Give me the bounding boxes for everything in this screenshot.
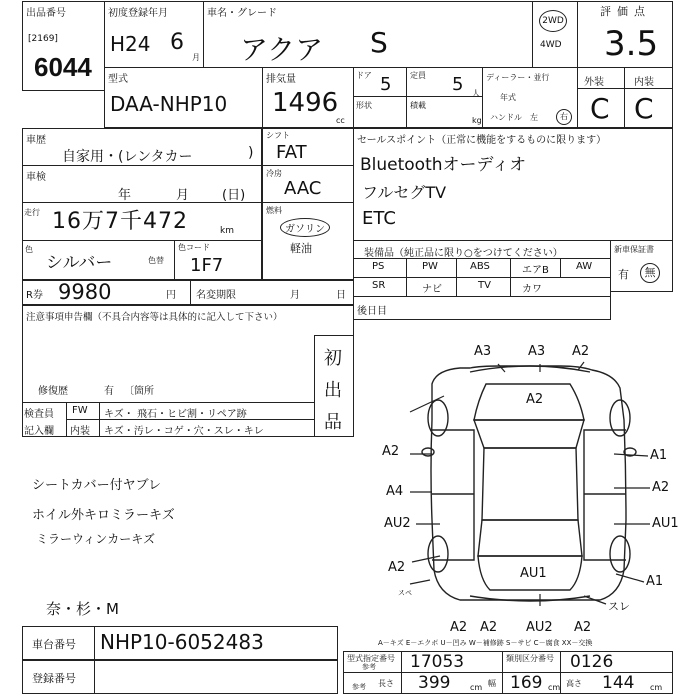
category-label: 類別区分番号 xyxy=(506,654,554,663)
equip-abs: ABS xyxy=(470,261,490,272)
initial-char-1: 初 xyxy=(324,348,342,369)
mark-front-right: A2 xyxy=(572,344,590,359)
grade-value: S xyxy=(370,26,388,59)
mark-rear-left: A2 xyxy=(480,620,498,635)
first-reg-label: 初度登録年月 xyxy=(108,8,168,19)
equipment-label: 装備品（純正品に限り○をつけてください） xyxy=(364,248,563,259)
handle-right: 右 xyxy=(556,109,572,125)
deadline-day: 日 xyxy=(336,290,346,301)
color-label: 色 xyxy=(25,245,33,254)
equip-tv: TV xyxy=(478,280,491,291)
mark-right-front-door: A2 xyxy=(652,480,670,495)
mark-left-rear-door: AU2 xyxy=(384,516,411,531)
equip-sr: SR xyxy=(372,280,386,291)
mark-front-left: A3 xyxy=(474,344,492,359)
fuel-gasoline: ガソリン xyxy=(280,218,330,237)
damage-legend: A－キズ E－エクボ U－凹み W－補修跡 S－サビ C－腐食 XX－交換 xyxy=(378,639,593,647)
category-value: 0126 xyxy=(570,652,614,672)
year-label: 年式 xyxy=(500,93,516,102)
color-code-value: 1F7 xyxy=(190,255,224,276)
fuel-diesel: 軽油 xyxy=(290,242,312,255)
mileage-unit: km xyxy=(220,226,234,236)
mark-hood: A2 xyxy=(526,392,544,407)
color-code-label: 色コード xyxy=(178,243,210,252)
selling-points-label: セールスポイント（正常に機能をするものに限ります） xyxy=(357,135,607,146)
length-unit: cm xyxy=(470,683,483,692)
mark-right-quarter: A1 xyxy=(646,574,664,589)
height-value: 144 xyxy=(602,673,635,693)
deadline-label: 名変期限 xyxy=(196,290,236,301)
fuel-label: 燃料 xyxy=(266,206,282,215)
shaken-day: (日) xyxy=(222,188,246,203)
mark-trunk: AU1 xyxy=(520,566,547,581)
inspector-note-1: シートカバー付ヤブレ xyxy=(32,478,162,493)
mark-left-front-door: A4 xyxy=(386,484,404,499)
month-unit: 月 xyxy=(192,53,200,62)
color-value: シルバー xyxy=(46,253,113,273)
model-name: アクア xyxy=(240,33,324,66)
mark-left-front-fender: A2 xyxy=(382,444,400,459)
ac-label: 冷房 xyxy=(266,169,282,178)
handle-label: ハンドル xyxy=(490,113,522,122)
inspector-note-2: ホイル外キロミラーキズ xyxy=(32,508,175,523)
lot-number: 6044 xyxy=(34,52,92,82)
length-label: 長さ xyxy=(378,679,394,688)
displacement-value: 1496 xyxy=(272,88,339,118)
registration-label: 登録番号 xyxy=(32,672,76,685)
mark-rear-center: AU2 xyxy=(526,620,553,635)
ref-label-2: 参考 xyxy=(352,683,366,691)
score-value: 3.5 xyxy=(604,24,659,64)
equip-leather: カワ xyxy=(522,284,542,295)
load-label: 積載 xyxy=(410,101,426,110)
mileage-value: 16万7千472 xyxy=(52,209,188,234)
era-value: H24 xyxy=(110,32,151,56)
recycle-yen: 円 xyxy=(166,290,176,301)
selling-point-2: フルセグTV xyxy=(362,183,447,202)
width-label: 幅 xyxy=(488,679,496,688)
drive-2wd: 2WD xyxy=(539,10,567,32)
score-label: 評価点 xyxy=(600,5,651,18)
person-unit: 人 xyxy=(472,89,480,98)
history-label: 車歴 xyxy=(26,135,46,146)
naiso-items: キズ・汚レ・コゲ・穴・スレ・キレ xyxy=(104,426,264,437)
equip-rear-seat: 後日目 xyxy=(357,306,387,317)
mileage-label: 走行 xyxy=(24,208,40,217)
kg-unit: kg xyxy=(472,116,482,125)
chassis-value: NHP10-6052483 xyxy=(100,630,264,654)
fw-items: キズ・ 飛石・ヒビ割・リペア跡 xyxy=(104,409,247,420)
shaken-label: 車検 xyxy=(26,172,46,183)
selling-point-1: Bluetoothオーディオ xyxy=(360,155,527,175)
mark-right-front-fender: A1 xyxy=(650,448,668,463)
warranty-no: 無 xyxy=(640,263,660,283)
lot-code: [2169] xyxy=(28,34,58,44)
notes-label: 注意事項申告欄（不具合内容等は具体的に記入して下さい） xyxy=(26,312,283,323)
entry-label: 記入欄 xyxy=(24,426,54,437)
repair-unit: 〔箇所 xyxy=(124,386,154,397)
lot-label: 出品番号 xyxy=(26,8,66,19)
shaken-month: 月 xyxy=(176,188,190,203)
shape-label: 形状 xyxy=(356,101,372,110)
mark-left-quarter: A2 xyxy=(388,560,406,575)
dealer-label: ディーラー・並行 xyxy=(486,73,550,82)
deadline-month: 月 xyxy=(290,290,300,301)
capacity-label: 定員 xyxy=(410,71,426,80)
check-label: 検査員 xyxy=(24,409,54,420)
initial-char-2: 出 xyxy=(324,380,342,401)
inspector-sign: 奈・杉・M xyxy=(46,600,119,618)
doors-label: ドア xyxy=(356,71,372,80)
recycle-label: R券 xyxy=(26,290,43,301)
chassis-label: 車台番号 xyxy=(32,638,76,651)
mark-front-center: A3 xyxy=(528,344,546,359)
cc-unit: cc xyxy=(336,116,345,125)
diagram-small-label: スペ xyxy=(398,589,412,597)
history-value: 自家用・(レンタカー xyxy=(62,149,193,165)
type-code: DAA-NHP10 xyxy=(110,92,228,116)
equip-aw: AW xyxy=(576,261,593,272)
history-end: ) xyxy=(248,145,254,161)
mark-rear-left-2: A2 xyxy=(450,620,468,635)
type-designation-value: 17053 xyxy=(410,652,465,672)
repair-value: 有 xyxy=(104,386,114,397)
shift-label: シフト xyxy=(266,131,290,140)
interior-label: 内装 xyxy=(634,77,654,88)
shift-value: FAT xyxy=(276,142,307,163)
width-unit: cm xyxy=(548,683,561,692)
type-label: 型式 xyxy=(108,74,128,85)
equip-navi: ナビ xyxy=(422,284,442,295)
length-value: 399 xyxy=(418,673,451,693)
ac-value: AAC xyxy=(284,178,322,199)
displacement-label: 排気量 xyxy=(266,74,296,85)
type-designation-label: 型式指定番号 xyxy=(347,654,395,663)
drive-4wd: 4WD xyxy=(540,40,562,50)
equip-airbag: エアB xyxy=(522,265,549,276)
warranty-yes: 有 xyxy=(618,268,629,281)
mark-bumper-scuff: スレ xyxy=(608,600,630,613)
exterior-grade: C xyxy=(590,92,610,125)
mark-rear-right: A2 xyxy=(574,620,592,635)
warranty-label: 新車保証書 xyxy=(614,245,654,254)
handle-left: 左 xyxy=(530,113,538,122)
month-value: 6 xyxy=(170,30,184,55)
selling-point-3: ETC xyxy=(362,208,396,229)
equip-ps: PS xyxy=(372,261,385,272)
fw-label: FW xyxy=(72,405,88,416)
mark-right-rear-door: AU1 xyxy=(652,516,679,531)
width-value: 169 xyxy=(510,673,543,693)
capacity-value: 5 xyxy=(452,74,464,95)
height-label: 高さ xyxy=(566,679,582,688)
recycle-value: 9980 xyxy=(58,280,112,304)
shaken-year: 年 xyxy=(118,188,132,203)
doors-value: 5 xyxy=(380,74,392,95)
ref-label-1: 参考 xyxy=(362,663,376,671)
inspector-note-3: ミラーウィンカーキズ xyxy=(36,532,156,546)
repair-label: 修復歴 xyxy=(38,386,68,397)
interior-grade: C xyxy=(634,92,654,125)
exterior-label: 外装 xyxy=(584,77,604,88)
height-unit: cm xyxy=(650,683,663,692)
color-touch-label: 色替 xyxy=(148,256,164,265)
naiso-label: 内装 xyxy=(70,426,90,437)
initial-char-3: 品 xyxy=(324,412,342,433)
equip-pw: PW xyxy=(422,261,438,272)
model-label: 車名・グレード xyxy=(207,8,277,19)
